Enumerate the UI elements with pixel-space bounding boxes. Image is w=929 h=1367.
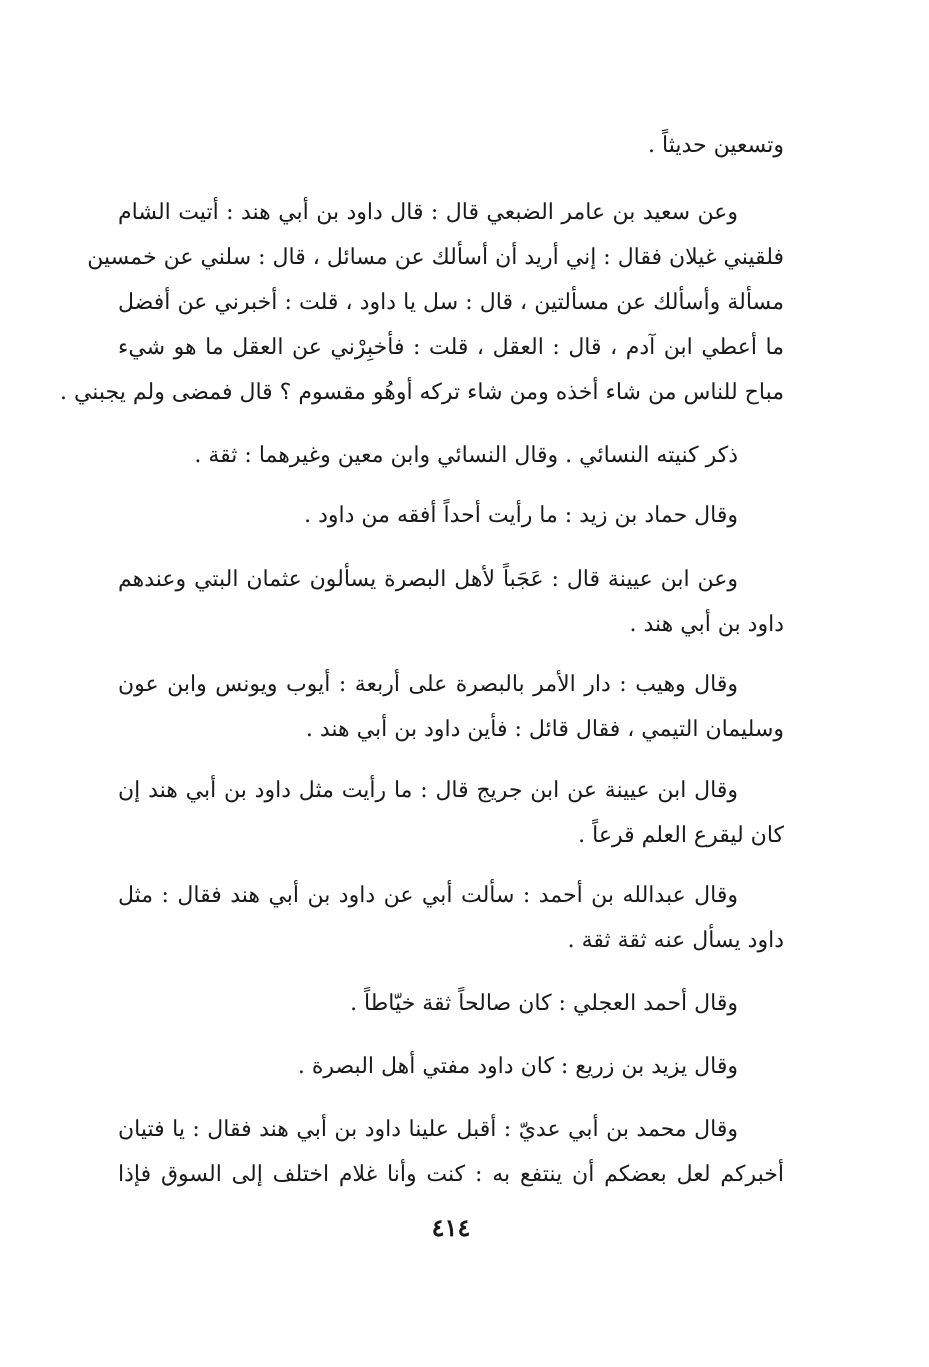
text-line: وقال حماد بن زيد : ما رأيت أحداً أفقه من داود . [304,503,738,528]
text-line: داود بن أبي هند . [629,612,784,637]
paragraph-abdullah-ibn-ahmad [118,873,784,963]
paragraph-ibn-uyayna [118,557,784,647]
text-line: وقال أحمد العجلي : كان صالحاً ثقة خيّاطاً . [350,991,738,1016]
paragraph-said-ibn-amir [59,190,784,415]
text-line: وقال عبدالله بن أحمد : سألت أبي عن داود بن أبي هند فقال : مثل [118,883,738,908]
text-line: أخبركم لعل بعضكم أن ينتفع به : كنت وأنا غلام اختلف إلى السوق فإذا [118,1162,784,1187]
text-line: وقال يزيد بن زريع : كان داود مفتي أهل البصرة . [297,1054,738,1079]
page-number: ٤١٤ [431,1213,471,1242]
text-line: كان ليقرع العلم قرعاً . [578,823,784,848]
paragraph-ibn-jurayj [118,768,784,858]
text-line: وعن ابن عيينة قال : عَجَباً لأهل البصرة يسألون عثمان البتي وعندهم [118,567,738,592]
text-line: ما أعطي ابن آدم ، قال : العقل ، قلت : فأخبِرْني عن العقل ما هو شيء [118,335,784,360]
paragraph-hammad [118,493,784,538]
text-line: وعن سعيد بن عامر الضبعي قال : قال داود بن أبي هند : أتيت الشام [118,200,738,225]
text-line: ذكر كنيته النسائي . وقال النسائي وابن معين وغيرهما : ثقة . [194,443,738,468]
text-line: مسألة وأسألك عن مسألتين ، قال : سل يا داود ، قلت : أخبرني عن أفضل [118,290,784,315]
text-line: وقال ابن عيينة عن ابن جريج قال : ما رأيت مثل داود بن أبي هند إن [118,778,738,803]
paragraph-ibn-abi-adi [118,1107,784,1197]
text-line: فلقيني غيلان فقال : إني أريد أن أسألك عن مسائل ، قال : سلني عن خمسين [87,245,784,270]
paragraph-continuation [118,123,784,168]
text-line: وقال وهيب : دار الأمر بالبصرة على أربعة : أيوب ويونس وابن عون [118,672,738,697]
book-page [59,0,784,1367]
text-line: وسليمان التيمي ، فقال قائل : فأين داود بن أبي هند . [305,717,784,742]
text-line: وتسعين حديثاً . [648,133,784,158]
paragraph-nasai [118,433,784,478]
text-line: داود يسأل عنه ثقة ثقة . [567,928,784,953]
paragraph-ijli [118,981,784,1026]
paragraph-yazid [118,1044,784,1089]
paragraph-wuhayb [118,662,784,752]
text-line: وقال محمد بن أبي عديّ : أقبل علينا داود بن أبي هند فقال : يا فتيان [118,1117,738,1142]
text-line: مباح للناس من شاء أخذه ومن شاء تركه أوهُو مقسوم ؟ قال فمضى ولم يجبني . [59,380,784,405]
